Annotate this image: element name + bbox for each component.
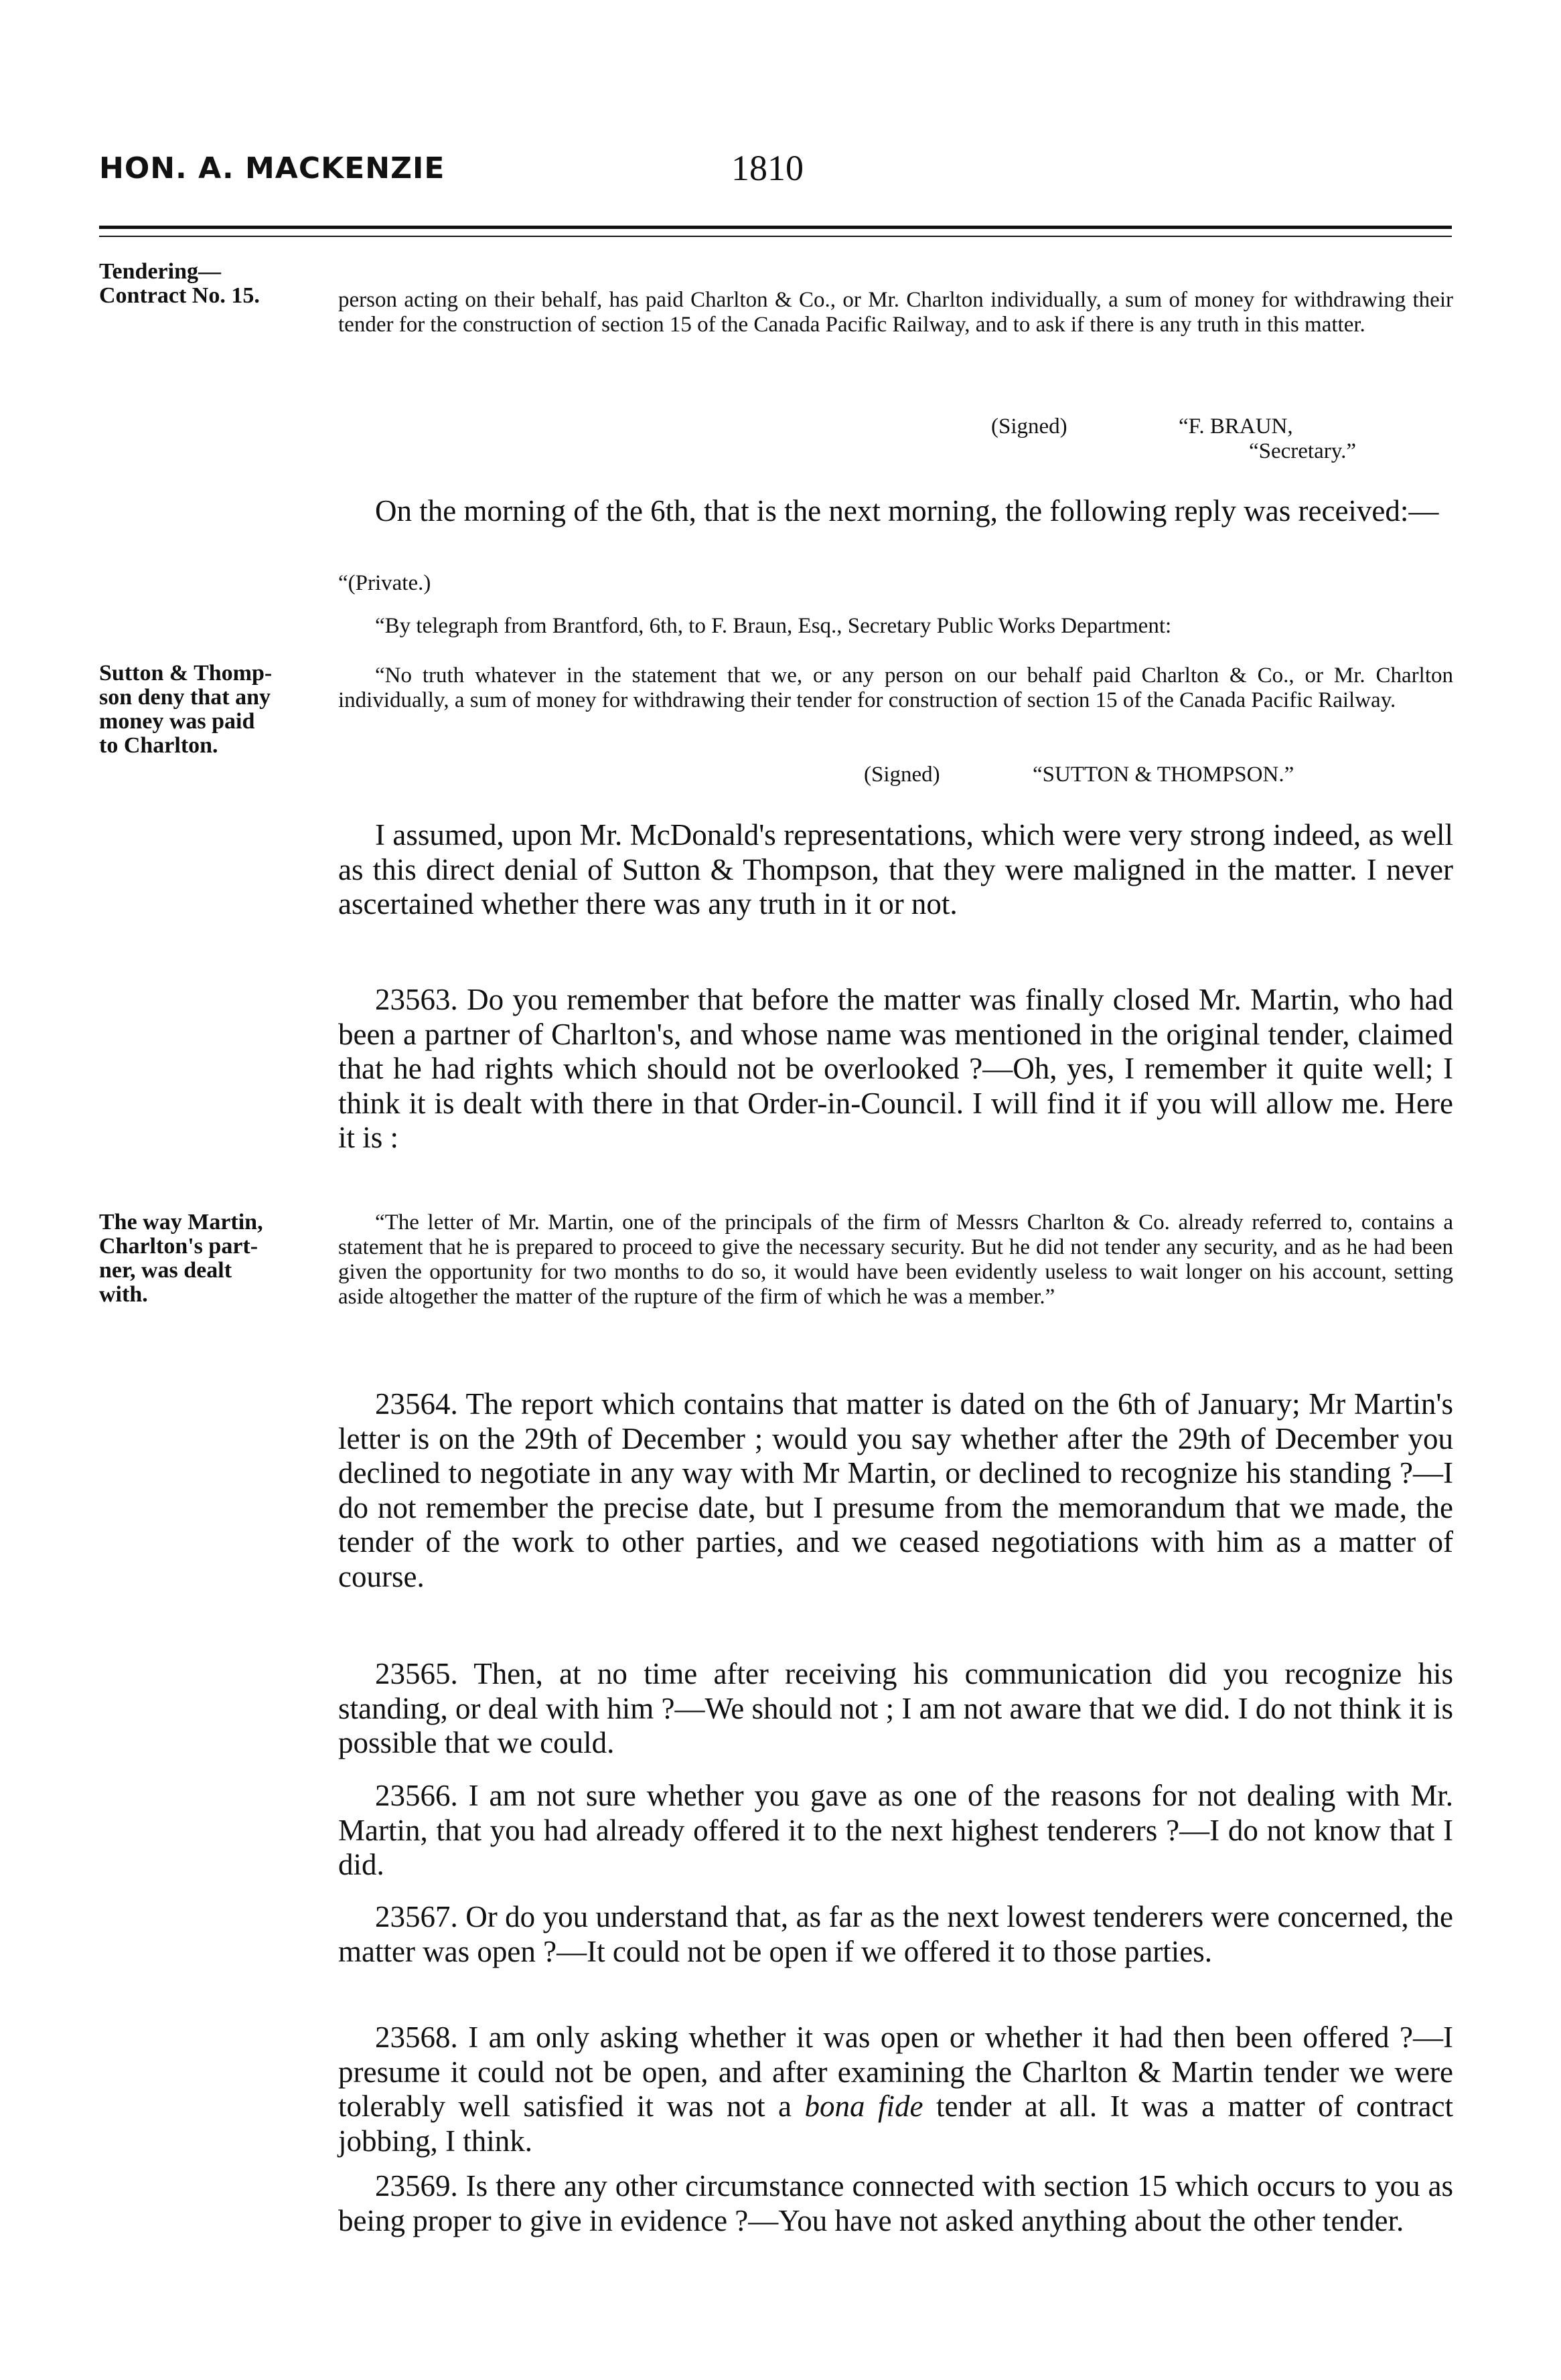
- running-head: HON. A. MACKENZIE: [99, 151, 445, 185]
- margin-note-line: Charlton's part-: [99, 1234, 258, 1259]
- telegram-1-signed: (Signed): [991, 414, 1067, 439]
- telegram-2-signed: (Signed): [864, 763, 940, 787]
- page-number: 1810: [731, 148, 804, 188]
- margin-note-line: Sutton & Thomp-: [99, 661, 273, 686]
- telegram-1-signer: “F. BRAUN,: [1179, 414, 1293, 439]
- question-23568: [338, 2020, 1453, 2158]
- question-23566: 23566. I am not sure whether you gave as one of the reasons for not dealing with Mr. Martin, that you had already offered it to the next highest tenderers ?—I do not know that I did.: [338, 1779, 1453, 1881]
- margin-note-sutton: [99, 661, 347, 758]
- question-23564: 23564. The report which contains that matter is dated on the 6th of January; Mr Martin's letter is on the 29th of December ; would you say whether after the 29th of December you declined to negotiate in any way with Mr Martin, or declined to recognize his standing ?—I do not remember the precise date, but I presume from the memorandum that we made, the tender of the work to other parties, and we ceased negotiations with him as a matter of course.: [338, 1387, 1453, 1593]
- telegram-1-body: person acting on their behalf, has paid Charlton & Co., or Mr. Charlton individually, a sum of money for withdrawing their tender for the construction of section 15 of the Canada Pacific Railway, and to ask if there is any truth in this matter.: [338, 288, 1453, 337]
- paragraph-morning-reply: On the morning of the 6th, that is the next morning, the following reply was received:—: [375, 494, 1439, 528]
- margin-note-tendering: [99, 260, 347, 308]
- margin-note-line: money was paid: [99, 709, 255, 734]
- question-23568-text-b: tender at all. It was a matter of contract jobbing, I think.: [338, 2089, 1454, 2158]
- telegram-2-private: “(Private.): [338, 571, 431, 595]
- margin-note-martin: [99, 1210, 347, 1307]
- margin-note-line: Contract No. 15.: [99, 283, 260, 308]
- order-in-council-quote: “The letter of Mr. Martin, one of the principals of the firm of Messrs Charlton & Co. already referred to, contains a statement that he is prepared to proceed to give the necessary security. But he did not tender any security, and as he had been given the opportunity for two months to do so, it would have been evidently useless to wait longer on his account, setting aside altogether the matter of the rupture of the firm of which he was a member.”: [338, 1210, 1453, 1309]
- margin-note-line: Tendering—: [99, 259, 222, 284]
- header-rule-thick: [99, 226, 1452, 229]
- paragraph-assumed: I assumed, upon Mr. McDonald's representations, which were very strong indeed, as well as this direct denial of Sutton & Thompson, that they were maligned in the matter. I never ascertained whether there was any truth in it or not.: [338, 818, 1453, 921]
- margin-note-line: ner, was dealt: [99, 1258, 232, 1283]
- question-23568-text-a: 23568. I am only asking whether it was open or whether it had then been offered ?—I presume it could not be open, and after examining the Charlton & Martin tender we were tolerably well satisfied it was not a: [338, 2020, 1453, 2123]
- margin-note-line: with.: [99, 1282, 148, 1307]
- telegram-2-heading: “By telegraph from Brantford, 6th, to F. Braun, Esq., Secretary Public Works Department:: [375, 614, 1172, 638]
- margin-note-line: The way Martin,: [99, 1210, 263, 1235]
- margin-note-line: son deny that any: [99, 685, 271, 710]
- question-23569: 23569. Is there any other circumstance connected with section 15 which occurs to you as being proper to give in evidence ?—You have not asked anything about the other tender.: [338, 2169, 1453, 2237]
- question-23563: 23563. Do you remember that before the matter was finally closed Mr. Martin, who had been a partner of Charlton's, and whose name was mentioned in the original tender, claimed that he had rights which should not be overlooked ?—Oh, yes, I remember it quite well; I think it is dealt with there in that Order-in-Council. I will find it if you will allow me. Here it is :: [338, 983, 1453, 1154]
- question-23568-italic: bona fide: [804, 2089, 923, 2123]
- margin-note-line: to Charlton.: [99, 733, 218, 758]
- telegram-2-body: “No truth whatever in the statement that we, or any person on our behalf paid Charlton & Co., or Mr. Charlton individually, a sum of money for withdrawing their tender for construction of section 15 of the Canada Pacific Railway.: [338, 663, 1453, 712]
- telegram-1-signer-title: “Secretary.”: [1249, 439, 1356, 463]
- question-23567: 23567. Or do you understand that, as far as the next lowest tenderers were concerned, the matter was open ?—It could not be open if we offered it to those parties.: [338, 1900, 1453, 1968]
- telegram-2-signer: “SUTTON & THOMPSON.”: [1033, 763, 1294, 787]
- header-rule-thin: [99, 236, 1452, 237]
- question-23565: 23565. Then, at no time after receiving his communication did you recognize his standing, or deal with him ?—We should not ; I am not aware that we did. I do not think it is possible that we could.: [338, 1657, 1453, 1759]
